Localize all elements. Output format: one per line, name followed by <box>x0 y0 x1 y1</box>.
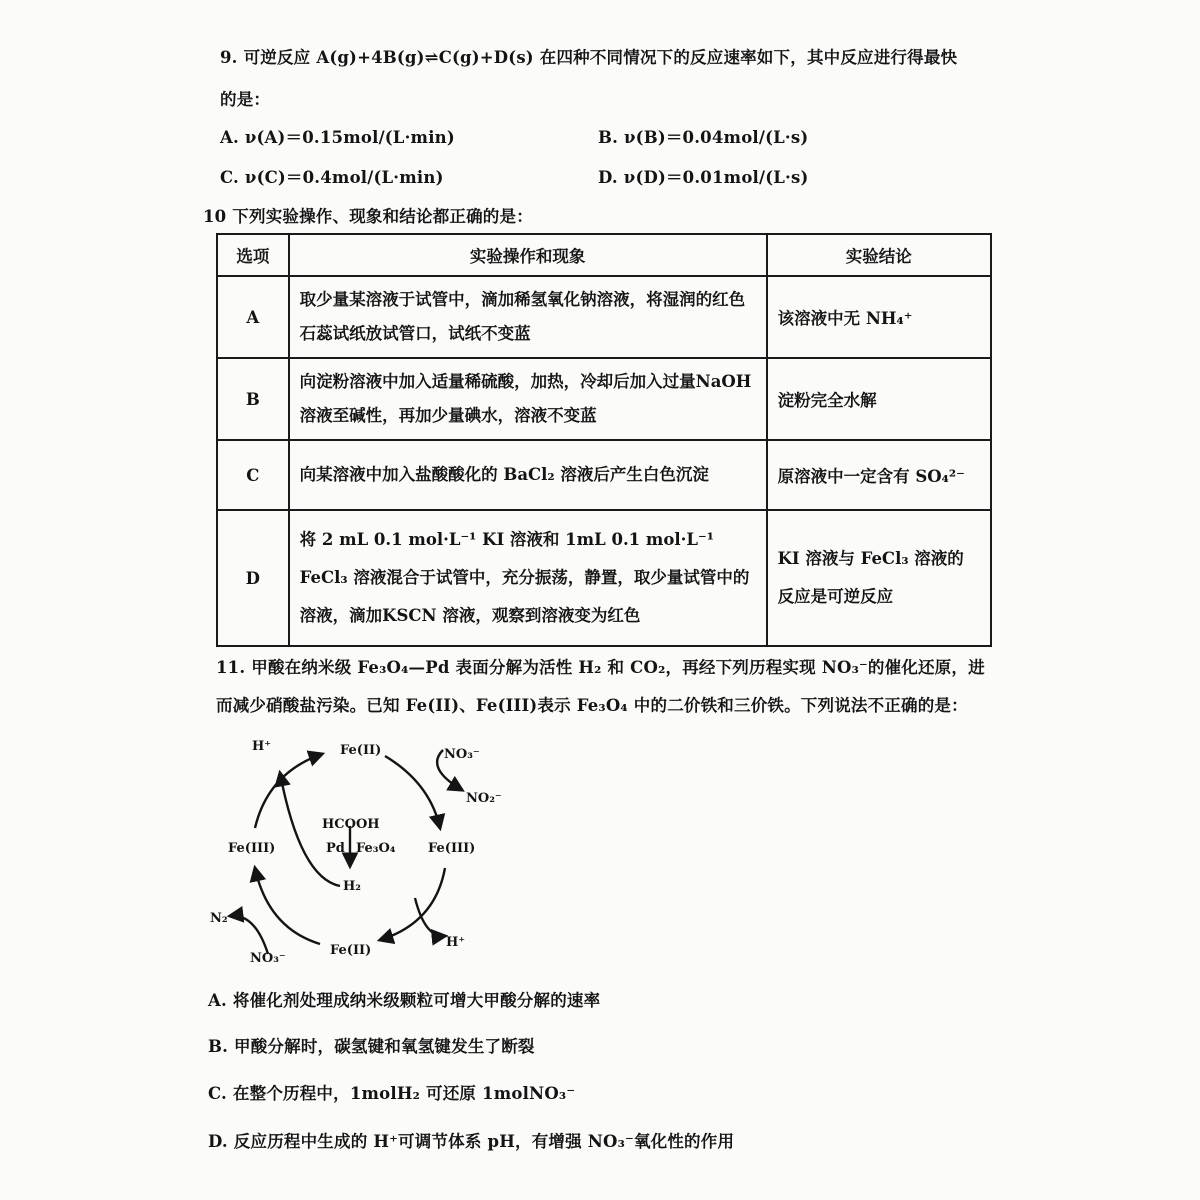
arrow-no3-to-n2 <box>230 916 268 954</box>
row-conclusion: KI 溶液与 FeCl₃ 溶液的反应是可逆反应 <box>767 510 991 646</box>
header-operation: 实验操作和现象 <box>289 234 767 276</box>
row-key: A <box>217 276 289 358</box>
label-hplus-right: H⁺ <box>446 935 466 950</box>
q9-option-c: C. ν(C)＝0.4mol/(L·min) <box>220 168 444 187</box>
q9-option-b: B. ν(B)＝0.04mol/(L·s) <box>598 128 809 147</box>
table-row <box>217 358 991 440</box>
question-9-stem-line1: 9. 可逆反应 A(g)+4B(g)⇌C(g)+D(s) 在四种不同情况下的反应速率如下，其中反应进行得最快 <box>220 48 958 67</box>
label-fe2-top: Fe(II) <box>340 743 382 758</box>
q9-option-a: A. ν(A)＝0.15mol/(L·min) <box>220 128 455 147</box>
label-fe3o4: Fe₃O₄ <box>356 841 396 856</box>
row-operation: 向某溶液中加入盐酸酸化的 BaCl₂ 溶液后产生白色沉淀 <box>289 440 767 510</box>
question-10-stem: 10 下列实验操作、现象和结论都正确的是： <box>203 207 533 226</box>
table-row <box>217 510 991 646</box>
table-row <box>217 440 991 510</box>
q11-option-a: A. 将催化剂处理成纳米级颗粒可增大甲酸分解的速率 <box>208 991 601 1010</box>
arrow-fe2-to-fe3-left <box>255 868 320 944</box>
q11-option-d: D. 反应历程中生成的 H⁺可调节体系 pH，有增强 NO₃⁻氧化性的作用 <box>208 1132 735 1151</box>
header-option: 选项 <box>217 234 289 276</box>
arrow-fe2-to-fe3-right <box>385 756 440 828</box>
experiment-table <box>216 233 992 647</box>
question-11-stem-line2: 而减少硝酸盐污染。已知 Fe(II)、Fe(III)表示 Fe₃O₄ 中的二价铁和三价铁。下列说法不正确的是： <box>216 696 968 715</box>
row-key: C <box>217 440 289 510</box>
row-conclusion: 淀粉完全水解 <box>767 358 991 440</box>
row-operation: 取少量某溶液于试管中，滴加稀氢氧化钠溶液，将湿润的红色石蕊试纸放试管口，试纸不变蓝 <box>289 276 767 358</box>
label-no3-bottom: NO₃⁻ <box>250 951 286 966</box>
label-hcooh: HCOOH <box>322 817 380 832</box>
arrow-fe3-to-fe2-bottom <box>380 868 445 940</box>
row-operation: 将 2 mL 0.1 mol·L⁻¹ KI 溶液和 1mL 0.1 mol·L⁻¹ FeCl₃ 溶液混合于试管中，充分振荡，静置，取少量试管中的溶液，滴加KSCN 溶液，观察到溶液变为红色 <box>289 510 767 646</box>
label-h2: H₂ <box>343 879 361 894</box>
label-hplus-top: H⁺ <box>252 739 272 754</box>
row-operation: 向淀粉溶液中加入适量稀硫酸，加热，冷却后加入过量NaOH 溶液至碱性，再加少量碘水，溶液不变蓝 <box>289 358 767 440</box>
row-conclusion: 原溶液中一定含有 SO₄²⁻ <box>767 440 991 510</box>
row-conclusion: 该溶液中无 NH₄⁺ <box>767 276 991 358</box>
table-header-row <box>217 234 991 276</box>
label-n2: N₂ <box>210 911 228 926</box>
q9-option-d: D. ν(D)＝0.01mol/(L·s) <box>598 168 809 187</box>
catalytic-cycle-diagram <box>200 728 520 978</box>
question-11-stem-line1: 11. 甲酸在纳米级 Fe₃O₄—Pd 表面分解为活性 H₂ 和 CO₂，再经下列历程实现 NO₃⁻的催化还原，进 <box>216 658 985 677</box>
question-9-stem-line2: 的是： <box>220 90 271 109</box>
label-no2: NO₂⁻ <box>466 791 502 806</box>
label-fe3-right: Fe(III) <box>428 841 476 856</box>
label-fe3-left: Fe(III) <box>228 841 276 856</box>
row-key: D <box>217 510 289 646</box>
label-fe2-bottom: Fe(II) <box>330 943 372 958</box>
row-key: B <box>217 358 289 440</box>
label-no3-top: NO₃⁻ <box>444 747 480 762</box>
q11-option-c: C. 在整个历程中，1molH₂ 可还原 1molNO₃⁻ <box>208 1084 576 1103</box>
q11-option-b: B. 甲酸分解时，碳氢键和氧氢键发生了断裂 <box>208 1037 535 1056</box>
header-conclusion: 实验结论 <box>767 234 991 276</box>
arrow-fe3-to-fe2-top <box>255 754 322 828</box>
label-pd: Pd <box>326 841 345 856</box>
table-row <box>217 276 991 358</box>
